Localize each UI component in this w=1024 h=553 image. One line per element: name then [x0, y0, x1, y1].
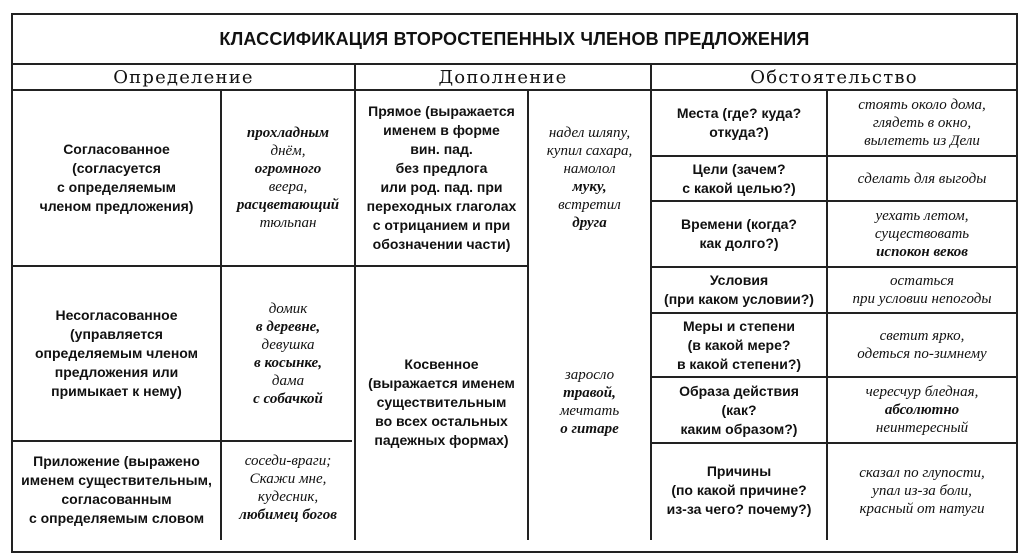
- page-title: КЛАССИФИКАЦИЯ ВТОРОСТЕПЕННЫХ ЧЛЕНОВ ПРЕДЛОЖЕНИЯ: [219, 29, 810, 49]
- text-line: без предлога: [395, 160, 488, 176]
- text-line: согласованным: [61, 491, 172, 507]
- text-line: во всех остальных: [375, 412, 508, 429]
- example-line: одеться по-зимнему: [857, 346, 987, 362]
- example-line: надел шляпу,: [548, 125, 631, 141]
- circumstance-condition-examples: [828, 268, 1016, 312]
- example-line: встретил: [558, 197, 621, 213]
- circumstance-manner-examples: [828, 378, 1016, 442]
- example-line: остаться: [890, 273, 954, 289]
- text-line: Косвенное: [404, 355, 479, 372]
- text-line: с определяемым словом: [28, 510, 205, 526]
- header-circumstance: Обстоятельство: [750, 66, 918, 88]
- example-line: с собачкой: [253, 390, 323, 407]
- example-line: [245, 452, 331, 470]
- text-line: переходных глаголах: [366, 198, 517, 214]
- definition-apposition-examples: [222, 442, 354, 537]
- example-line: дама: [271, 372, 305, 389]
- example-line: тюльпан: [259, 215, 317, 231]
- text-line: Причины: [706, 463, 772, 479]
- text-line: (управляется: [70, 326, 163, 342]
- text-line: с определяемым: [56, 179, 177, 195]
- circumstance-cause-examples: [828, 444, 1016, 537]
- example-line: упал из-за боли,: [872, 482, 972, 499]
- example-line: расцветающий: [236, 197, 340, 213]
- text-line: именем в форме: [383, 122, 500, 138]
- example-line: любимец богов: [239, 507, 337, 523]
- example-line: испокон веков: [876, 244, 968, 260]
- example-line: глядеть в окно,: [872, 115, 972, 131]
- object-direct-examples: [529, 91, 650, 265]
- text-line: каким образом?): [680, 420, 798, 437]
- text-line: (согласуется: [72, 160, 161, 176]
- example-line: друга: [572, 215, 607, 231]
- example-line: девушка: [261, 336, 315, 353]
- example-line: веера,: [268, 179, 308, 195]
- text-line: Меры и степени: [682, 317, 796, 334]
- text-line: с отрицанием и при: [372, 217, 511, 233]
- text-line: (выражается именем: [368, 374, 515, 391]
- example-line: неинтересный: [875, 420, 969, 436]
- example-line: сказал по глупости,: [859, 464, 985, 481]
- text-line: падежных формах): [374, 431, 509, 448]
- text-line: обозначении части): [372, 236, 511, 252]
- text-line: (в какой мере?: [687, 336, 791, 353]
- definition-nonagreed-examples: [222, 267, 354, 440]
- example-line: стоять около дома,: [858, 97, 986, 113]
- object-indirect: [356, 267, 527, 537]
- example-line: светит ярко,: [879, 328, 965, 344]
- circumstance-time: [652, 202, 826, 266]
- circumstance-measure: [652, 314, 826, 376]
- text-line: существительным: [376, 393, 507, 410]
- circumstance-condition: [652, 268, 826, 312]
- example-line: днём,: [270, 143, 306, 159]
- circumstance-time-examples: [828, 202, 1016, 266]
- example-line: при условии непогоды: [852, 291, 992, 307]
- text-line: (по какой причине?: [671, 482, 807, 498]
- example-line: вылететь из Дели: [864, 133, 980, 149]
- text-line: определяемым членом: [34, 345, 199, 361]
- text-line: Несогласованное: [55, 307, 178, 323]
- text-line: (как?: [721, 401, 757, 418]
- example-line: намолол: [563, 161, 616, 177]
- example-line: сделать для выгоды: [857, 170, 987, 187]
- text-line: Прямое (выражается: [368, 103, 515, 119]
- definition-nonagreed: [13, 267, 220, 440]
- text-line: Согласованное: [63, 141, 170, 157]
- text-line: именем существительным,: [21, 472, 212, 488]
- circumstance-purpose: [652, 157, 826, 200]
- example-line: абсолютно: [884, 402, 960, 418]
- example-line: мечтать: [559, 403, 620, 419]
- example-part: соседи-враги;: [244, 453, 332, 469]
- example-line: прохладным: [246, 125, 330, 141]
- example-line: огромного: [254, 161, 322, 177]
- text-line: или род. пад. при: [380, 179, 503, 195]
- example-line: о гитаре: [560, 421, 619, 437]
- circumstance-place-examples: [828, 91, 1016, 155]
- text-line: Образа действия: [679, 382, 799, 399]
- circumstance-cause: [652, 444, 826, 537]
- definition-agreed: [13, 91, 220, 265]
- text-line: из-за чего? почему?): [666, 501, 812, 517]
- text-line: вин. пад.: [410, 141, 473, 157]
- definition-apposition: [13, 442, 220, 537]
- text-line: Времени (когда?: [681, 216, 797, 232]
- circumstance-place: [652, 91, 826, 155]
- example-line: Скажи мне,: [249, 471, 327, 487]
- example-line: кудесник,: [257, 489, 319, 505]
- text-line: членом предложения): [39, 198, 194, 214]
- example-line: в деревне,: [255, 318, 321, 335]
- circumstance-purpose-examples: [828, 157, 1016, 200]
- example-line: муку,: [572, 179, 607, 195]
- example-line: красный от натуги: [859, 500, 985, 517]
- example-line: купил сахара,: [546, 143, 633, 159]
- circumstance-manner: [652, 378, 826, 442]
- example-line: чересчур бледная,: [865, 384, 979, 400]
- text-line: Приложение (выражено: [33, 453, 200, 469]
- definition-agreed-examples: [222, 91, 354, 265]
- circumstance-measure-examples: [828, 314, 1016, 376]
- text-line: (при каком условии?): [664, 291, 814, 307]
- text-line: Условия: [709, 272, 769, 288]
- divider: [356, 265, 528, 266]
- example-line: заросло: [564, 367, 615, 383]
- text-line: Места (где? куда?: [676, 105, 802, 121]
- header-definition: Определение: [113, 66, 254, 88]
- example-line: в косынке,: [254, 354, 322, 371]
- text-line: Цели (зачем?: [692, 160, 786, 177]
- text-line: откуда?): [709, 124, 769, 140]
- object-direct: [356, 91, 527, 265]
- example-line: травой,: [563, 385, 616, 401]
- text-line: с какой целью?): [682, 179, 796, 196]
- text-line: предложения или: [54, 364, 179, 380]
- example-line: уехать летом,: [875, 208, 969, 224]
- text-line: в какой степени?): [676, 355, 802, 372]
- text-line: как долго?): [699, 235, 779, 251]
- example-line: домик: [268, 300, 308, 317]
- text-line: примыкает к нему): [51, 383, 182, 399]
- example-line: существовать: [874, 226, 970, 242]
- object-indirect-examples: [529, 267, 650, 537]
- header-object: Дополнение: [438, 66, 568, 88]
